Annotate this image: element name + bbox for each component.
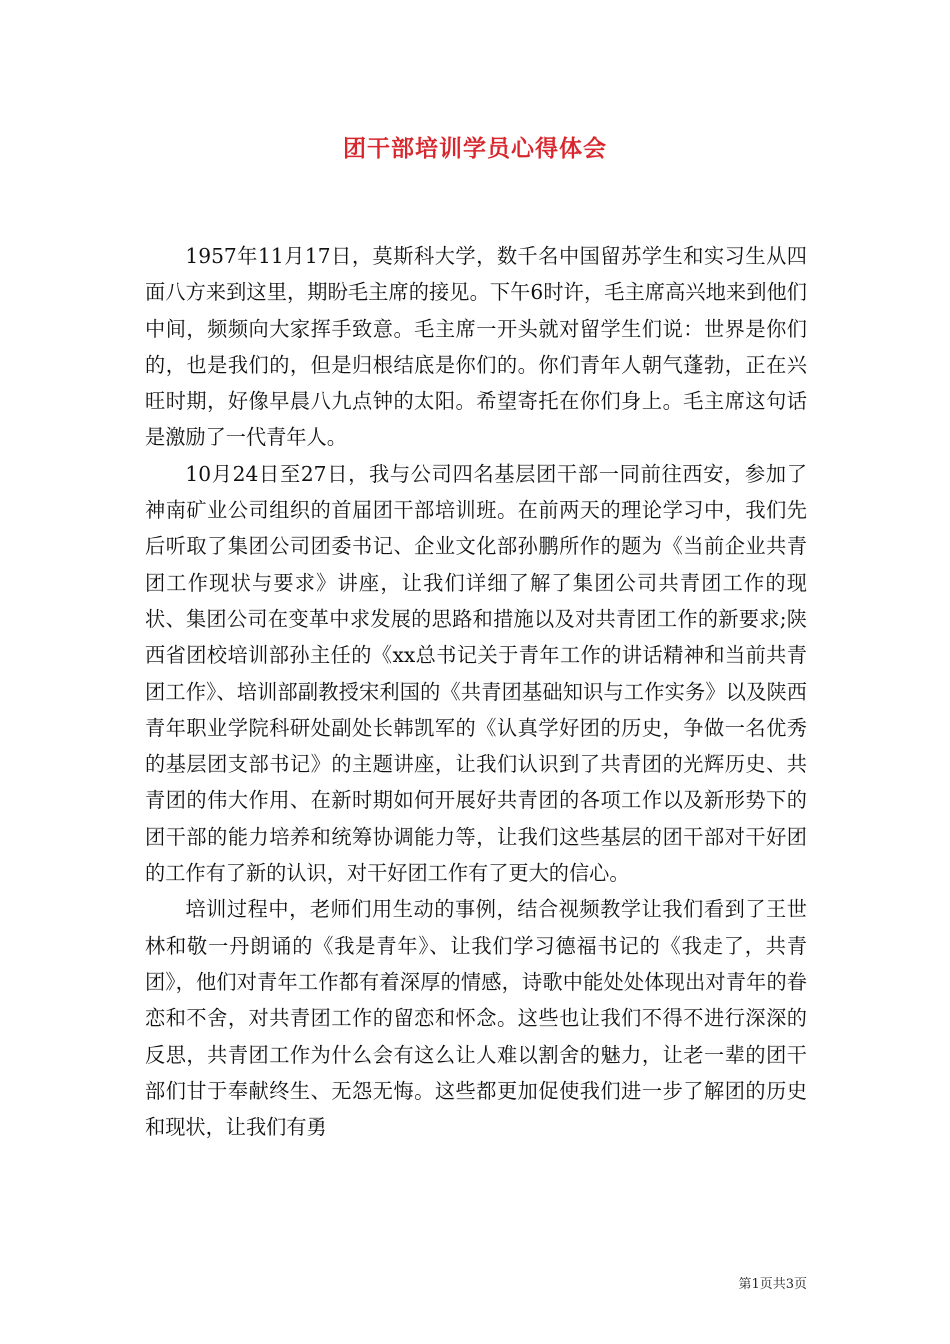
page-number-footer: 第1页共3页 — [738, 1277, 807, 1292]
paragraph-3: 培训过程中，老师们用生动的事例，结合视频教学让我们看到了王世林和敬一丹朗诵的《我是青年》、让我们学习德福书记的《我走了，共青团》，他们对青年工作都有着深厚的情感，诗歌中能处处体现出对青年的眷恋和不舍，对共青团工作的留恋和怀念。这些也让我们不得不进行深深的反思，共青团工作为什么会有这么让人难以割舍的魅力，让老一辈的团干部们甘于奉献终生、无怨无悔。这些都更加促使我们进一步了解团的历史和现状，让我们有勇 — [145, 897, 807, 1140]
paragraph-1: 1957年11月17日，莫斯科大学，数千名中国留苏学生和实习生从四面八方来到这里，期盼毛主席的接见。下午6时许，毛主席高兴地来到他们中间，频频向大家挥手致意。毛主席一开头就对留学生们说：世界是你们的，也是我们的，但是归根结底是你们的。你们青年人朝气蓬勃，正在兴旺时期，好像早晨八九点钟的太阳。希望寄托在你们身上。毛主席这句话是激励了一代青年人。 — [145, 244, 807, 450]
paragraph-2: 10月24日至27日，我与公司四名基层团干部一同前往西安，参加了神南矿业公司组织的首届团干部培训班。在前两天的理论学习中，我们先后听取了集团公司团委书记、企业文化部孙鹏所作的题为《当前企业共青团工作现状与要求》讲座，让我们详细了解了集团公司共青团工作的现状、集团公司在变革中求发展的思路和措施以及对共青团工作的新要求;陕西省团校培训部孙主任的《xx总书记关于青年工作的讲话精神和当前共青团工作》、培训部副教授宋利国的《共青团基础知识与工作实务》以及陕西青年职业学院科研处副处长韩凯军的《认真学好团的历史，争做一名优秀的基层团支部书记》的主题讲座，让我们认识到了共青团的光辉历史、共青团的伟大作用、在新时期如何开展好共青团的各项工作以及新形势下的团干部的能力培养和统筹协调能力等，让我们这些基层的团干部对干好团的工作有了新的认识，对干好团工作有了更大的信心。 — [145, 461, 807, 886]
document-title: 团干部培训学员心得体会 — [343, 135, 607, 162]
document-body — [145, 238, 807, 1145]
